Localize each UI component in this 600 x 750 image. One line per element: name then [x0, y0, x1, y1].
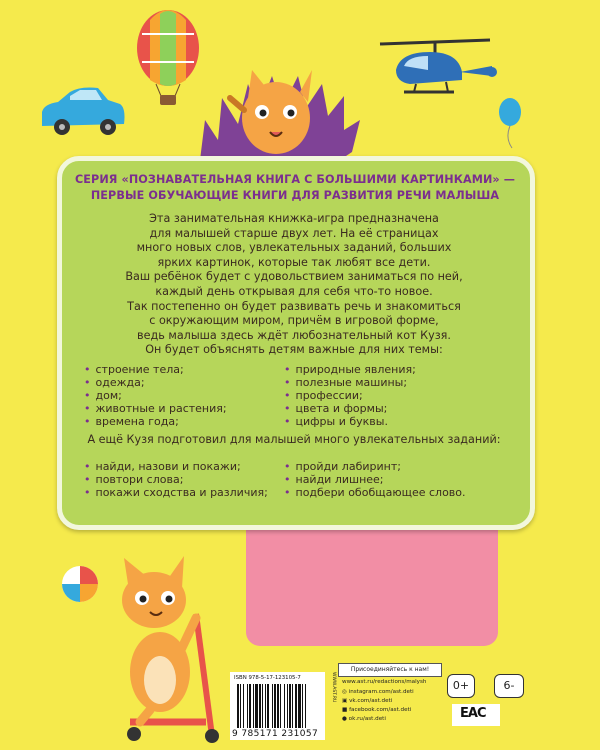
helicopter-icon	[380, 40, 497, 92]
barcode-bar	[237, 684, 239, 728]
list-item: • повтори слова;	[84, 473, 184, 486]
barcode-bar	[287, 684, 288, 728]
isbn-text: ISBN 978-5-17-123105-7	[234, 675, 301, 681]
barcode-bar	[240, 684, 241, 728]
intro-line: ярких картинок, которые так любят все дети.	[157, 255, 431, 269]
barcode-bar	[267, 684, 269, 728]
list-item: • цифры и буквы.	[284, 415, 388, 428]
barcode-bar	[259, 684, 261, 728]
list-item: • подбери обобщающее слово.	[284, 486, 466, 499]
intro-line: каждый день открывая для себя что-то новое.	[155, 284, 433, 298]
social-link-vk[interactable]: ▣ vk.com/ast.deti	[342, 698, 393, 704]
barcode-bar	[247, 684, 248, 728]
intro-line: Он будет объяснять детям важные для них темы:	[145, 343, 443, 357]
join-us-label: Присоединяйтесь к нам!	[338, 663, 442, 677]
barcode-bar	[272, 684, 273, 728]
list-item: • природные явления;	[284, 363, 416, 376]
list-item: • пройди лабиринт;	[284, 460, 401, 473]
age-recommend-badge: 6-	[494, 674, 524, 698]
social-link-instagram[interactable]: ◎ instagram.com/ast.deti	[342, 689, 414, 695]
hot-air-balloon-icon	[137, 10, 199, 105]
intro-line: ведь малыша здесь ждёт любознательный кот Кузя.	[137, 328, 451, 342]
social-link-facebook[interactable]: ■ facebook.com/ast.deti	[342, 707, 412, 713]
cat-on-scooter-illustration	[122, 556, 219, 743]
intro-text	[64, 212, 524, 358]
series-heading-line-2: ПЕРВЫЕ ОБУЧАЮЩИЕ КНИГИ ДЛЯ РАЗВИТИЯ РЕЧИ МАЛЫША	[90, 189, 500, 202]
list-item: • цвета и формы;	[284, 402, 388, 415]
barcode-bar	[284, 684, 285, 728]
barcode-bar	[289, 684, 291, 728]
list-item: • времена года;	[84, 415, 179, 428]
intro-line: много новых слов, увлекательных заданий, больших	[136, 241, 452, 255]
barcode-bar	[298, 684, 301, 728]
barcode-bar	[265, 684, 266, 728]
intro-line: для малышей старше двух лет. На её страницах	[149, 226, 439, 240]
list-item: • животные и растения;	[84, 402, 227, 415]
social-link-ok[interactable]: ● ok.ru/ast.deti	[342, 716, 386, 722]
topics-left-list	[84, 363, 227, 428]
intro-line: Так постепенно он будет развивать речь и знакомиться	[127, 299, 461, 313]
topics-right-list	[284, 363, 416, 428]
barcode-number: 9 785171 231057	[232, 729, 319, 739]
barcode-bar	[243, 684, 244, 728]
barcode-bar	[295, 684, 297, 728]
tasks-right-list	[284, 460, 466, 499]
list-item: • дом;	[84, 389, 122, 402]
intro-line: Ваш ребёнок будет с удовольствием заниматься по ней,	[125, 270, 463, 284]
toys-card	[246, 522, 498, 646]
barcode-bar	[305, 684, 306, 728]
series-heading-line-1: СЕРИЯ «ПОЗНАВАТЕЛЬНАЯ КНИГА С БОЛЬШИМИ КАРТИНКАМИ» —	[74, 173, 516, 186]
intro-line: с окружающим миром, причём в игровой форме,	[149, 314, 439, 328]
series-heading	[60, 172, 530, 204]
barcode-bar	[302, 684, 303, 728]
list-item: • найди, назови и покажи;	[84, 460, 241, 473]
tasks-left-list	[84, 460, 268, 499]
list-item: • профессии;	[284, 389, 363, 402]
barcode-bar	[249, 684, 251, 728]
barcode-bar	[255, 684, 258, 728]
eac-mark-label: ЕАС	[460, 706, 486, 721]
beach-ball-icon	[62, 566, 98, 602]
list-item: • найди лишнее;	[284, 473, 384, 486]
barcode-bar	[253, 684, 254, 728]
barcode-bars	[236, 684, 320, 728]
barcode-bar	[292, 684, 293, 728]
barcode-bar	[274, 684, 276, 728]
age-rating-badge: 0+	[447, 674, 475, 698]
social-link-site[interactable]: www.ast.ru/redactions/malysh	[342, 679, 427, 685]
blue-balloon-icon	[499, 98, 521, 148]
list-item: • строение тела;	[84, 363, 184, 376]
barcode-bar	[262, 684, 263, 728]
barcode-bar	[280, 684, 281, 728]
tasks-title: А ещё Кузя подготовил для малышей много увлекательных заданий:	[87, 433, 501, 446]
list-item: • полезные машины;	[284, 376, 408, 389]
vertical-site-text: WWW.AST.RU	[331, 672, 336, 703]
list-item: • покажи сходства и различия;	[84, 486, 268, 499]
toy-car-icon	[42, 88, 125, 136]
barcode-bar	[277, 684, 279, 728]
intro-line: Эта занимательная книжка-игра предназначена	[149, 212, 439, 225]
list-item: • одежда;	[84, 376, 145, 389]
